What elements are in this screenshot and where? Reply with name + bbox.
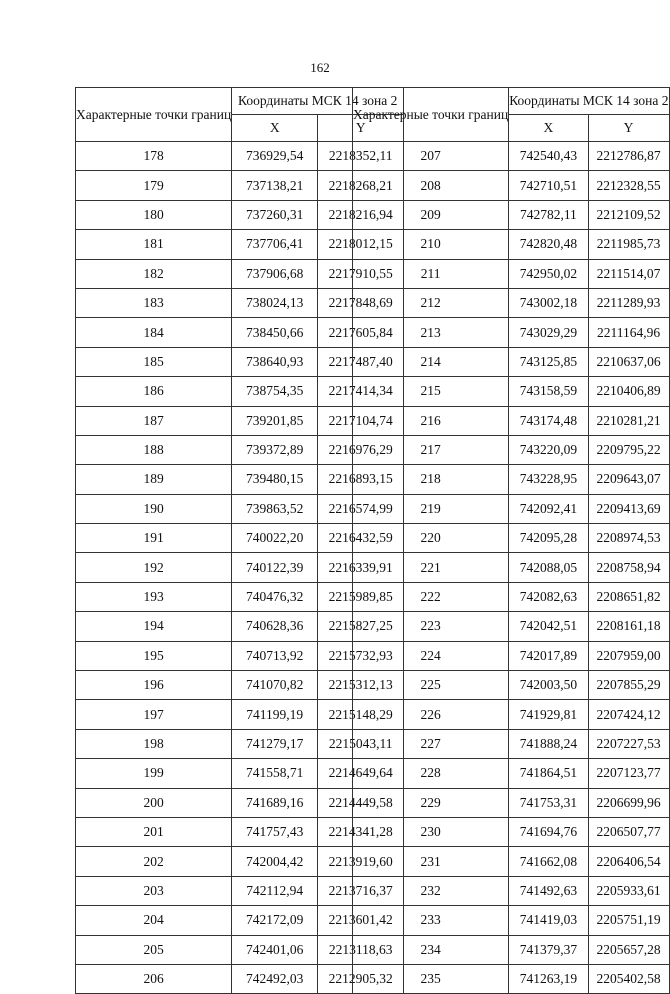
y-cell: 2218012,15 xyxy=(318,230,404,259)
point-cell: 184 xyxy=(76,318,232,347)
point-cell: 198 xyxy=(76,729,232,758)
x-cell: 743029,29 xyxy=(509,318,588,347)
point-cell: 226 xyxy=(353,700,509,729)
y-cell: 2205657,28 xyxy=(588,935,669,964)
y-cell: 2206699,96 xyxy=(588,788,669,817)
x-cell: 738450,66 xyxy=(232,318,318,347)
point-cell: 195 xyxy=(76,641,232,670)
point-cell: 217 xyxy=(353,435,509,464)
table-row xyxy=(353,524,670,553)
y-cell: 2211164,96 xyxy=(588,318,669,347)
point-cell: 185 xyxy=(76,347,232,376)
y-cell: 2213716,37 xyxy=(318,876,404,905)
point-cell: 189 xyxy=(76,465,232,494)
y-cell: 2216893,15 xyxy=(318,465,404,494)
y-cell: 2205933,61 xyxy=(588,876,669,905)
table-row xyxy=(353,906,670,935)
y-cell: 2216339,91 xyxy=(318,553,404,582)
x-cell: 741279,17 xyxy=(232,729,318,758)
point-cell: 228 xyxy=(353,759,509,788)
y-cell: 2210637,06 xyxy=(588,347,669,376)
y-cell: 2211985,73 xyxy=(588,230,669,259)
y-cell: 2207123,77 xyxy=(588,759,669,788)
x-cell: 738640,93 xyxy=(232,347,318,376)
table-row xyxy=(353,494,670,523)
point-cell: 223 xyxy=(353,612,509,641)
table-row xyxy=(353,171,670,200)
point-cell: 212 xyxy=(353,288,509,317)
x-column-header: X xyxy=(232,115,318,142)
y-cell: 2214341,28 xyxy=(318,817,404,846)
table-row xyxy=(353,876,670,905)
point-cell: 191 xyxy=(76,524,232,553)
y-cell: 2215312,13 xyxy=(318,671,404,700)
x-cell: 739201,85 xyxy=(232,406,318,435)
point-cell: 225 xyxy=(353,671,509,700)
x-cell: 741694,76 xyxy=(509,817,588,846)
table-row xyxy=(353,671,670,700)
x-cell: 742401,06 xyxy=(232,935,318,964)
point-cell: 179 xyxy=(76,171,232,200)
point-cell: 204 xyxy=(76,906,232,935)
x-cell: 741888,24 xyxy=(509,729,588,758)
table-row xyxy=(353,700,670,729)
x-cell: 742017,89 xyxy=(509,641,588,670)
point-cell: 206 xyxy=(76,964,232,993)
table-row xyxy=(353,435,670,464)
x-cell: 738024,13 xyxy=(232,288,318,317)
point-cell: 187 xyxy=(76,406,232,435)
point-cell: 219 xyxy=(353,494,509,523)
x-cell: 743125,85 xyxy=(509,347,588,376)
point-cell: 183 xyxy=(76,288,232,317)
x-cell: 740628,36 xyxy=(232,612,318,641)
x-cell: 741379,37 xyxy=(509,935,588,964)
point-cell: 215 xyxy=(353,377,509,406)
x-cell: 742082,63 xyxy=(509,582,588,611)
x-cell: 740713,92 xyxy=(232,641,318,670)
x-cell: 741689,16 xyxy=(232,788,318,817)
x-cell: 743174,48 xyxy=(509,406,588,435)
y-cell: 2209413,69 xyxy=(588,494,669,523)
y-cell: 2207855,29 xyxy=(588,671,669,700)
y-cell: 2216574,99 xyxy=(318,494,404,523)
y-cell: 2207959,00 xyxy=(588,641,669,670)
x-cell: 742782,11 xyxy=(509,200,588,229)
x-cell: 741419,03 xyxy=(509,906,588,935)
x-cell: 741864,51 xyxy=(509,759,588,788)
y-cell: 2208974,53 xyxy=(588,524,669,553)
x-cell: 743228,95 xyxy=(509,465,588,494)
x-cell: 742112,94 xyxy=(232,876,318,905)
x-cell: 741492,63 xyxy=(509,876,588,905)
y-cell: 2207227,53 xyxy=(588,729,669,758)
point-cell: 235 xyxy=(353,964,509,993)
x-cell: 737906,68 xyxy=(232,259,318,288)
table-row xyxy=(353,259,670,288)
point-cell: 210 xyxy=(353,230,509,259)
x-cell: 741070,82 xyxy=(232,671,318,700)
x-cell: 741263,19 xyxy=(509,964,588,993)
y-cell: 2212905,32 xyxy=(318,964,404,993)
page-number: 162 xyxy=(310,60,330,75)
point-cell: 196 xyxy=(76,671,232,700)
y-cell: 2211514,07 xyxy=(588,259,669,288)
table-row xyxy=(353,347,670,376)
table-row xyxy=(353,759,670,788)
y-cell: 2217910,55 xyxy=(318,259,404,288)
x-cell: 742042,51 xyxy=(509,612,588,641)
y-cell: 2210281,21 xyxy=(588,406,669,435)
coords-system-header: Координаты МСК 14 зона 2 xyxy=(509,88,669,115)
point-cell: 193 xyxy=(76,582,232,611)
y-cell: 2207424,12 xyxy=(588,700,669,729)
point-cell: 181 xyxy=(76,230,232,259)
y-cell: 2215732,93 xyxy=(318,641,404,670)
y-cell: 2217848,69 xyxy=(318,288,404,317)
point-cell: 203 xyxy=(76,876,232,905)
point-cell: 192 xyxy=(76,553,232,582)
table-row xyxy=(353,553,670,582)
x-cell: 743002,18 xyxy=(509,288,588,317)
point-cell: 227 xyxy=(353,729,509,758)
table-row xyxy=(353,964,670,993)
y-cell: 2214649,64 xyxy=(318,759,404,788)
point-cell: 220 xyxy=(353,524,509,553)
point-cell: 188 xyxy=(76,435,232,464)
point-cell: 231 xyxy=(353,847,509,876)
point-cell: 202 xyxy=(76,847,232,876)
y-column-header: Y xyxy=(588,115,669,142)
point-cell: 182 xyxy=(76,259,232,288)
point-cell: 221 xyxy=(353,553,509,582)
point-cell: 214 xyxy=(353,347,509,376)
x-cell: 742172,09 xyxy=(232,906,318,935)
y-cell: 2205751,19 xyxy=(588,906,669,935)
x-cell: 739480,15 xyxy=(232,465,318,494)
table-row xyxy=(353,377,670,406)
point-cell: 213 xyxy=(353,318,509,347)
point-cell: 199 xyxy=(76,759,232,788)
x-cell: 743158,59 xyxy=(509,377,588,406)
table-row xyxy=(353,465,670,494)
table-row xyxy=(353,817,670,846)
table-row xyxy=(353,288,670,317)
table-row xyxy=(353,142,670,171)
y-cell: 2211289,93 xyxy=(588,288,669,317)
x-cell: 741662,08 xyxy=(509,847,588,876)
x-cell: 737706,41 xyxy=(232,230,318,259)
point-cell: 208 xyxy=(353,171,509,200)
table-row xyxy=(353,847,670,876)
y-cell: 2217487,40 xyxy=(318,347,404,376)
y-cell: 2215827,25 xyxy=(318,612,404,641)
point-cell: 232 xyxy=(353,876,509,905)
point-cell: 222 xyxy=(353,582,509,611)
point-cell: 205 xyxy=(76,935,232,964)
x-cell: 740122,39 xyxy=(232,553,318,582)
y-cell: 2213919,60 xyxy=(318,847,404,876)
y-cell: 2210406,89 xyxy=(588,377,669,406)
point-cell: 178 xyxy=(76,142,232,171)
y-cell: 2217104,74 xyxy=(318,406,404,435)
coordinates-table-right xyxy=(352,87,670,994)
point-cell: 209 xyxy=(353,200,509,229)
x-cell: 743220,09 xyxy=(509,435,588,464)
table-row xyxy=(353,788,670,817)
y-cell: 2209795,22 xyxy=(588,435,669,464)
point-cell: 186 xyxy=(76,377,232,406)
y-cell: 2208651,82 xyxy=(588,582,669,611)
x-cell: 742092,41 xyxy=(509,494,588,523)
point-cell: 190 xyxy=(76,494,232,523)
y-cell: 2215148,29 xyxy=(318,700,404,729)
y-cell: 2208758,94 xyxy=(588,553,669,582)
x-cell: 740476,32 xyxy=(232,582,318,611)
y-cell: 2217605,84 xyxy=(318,318,404,347)
x-cell: 741753,31 xyxy=(509,788,588,817)
coords-system-header: Координаты МСК 14 зона 2 xyxy=(232,88,404,115)
y-cell: 2209643,07 xyxy=(588,465,669,494)
x-column-header: X xyxy=(509,115,588,142)
point-cell: 197 xyxy=(76,700,232,729)
x-cell: 741558,71 xyxy=(232,759,318,788)
x-cell: 742088,05 xyxy=(509,553,588,582)
point-cell: 216 xyxy=(353,406,509,435)
x-cell: 742004,42 xyxy=(232,847,318,876)
y-cell: 2216432,59 xyxy=(318,524,404,553)
y-cell: 2205402,58 xyxy=(588,964,669,993)
y-cell: 2212328,55 xyxy=(588,171,669,200)
x-cell: 742820,48 xyxy=(509,230,588,259)
point-cell: 233 xyxy=(353,906,509,935)
x-cell: 741929,81 xyxy=(509,700,588,729)
point-cell: 230 xyxy=(353,817,509,846)
x-cell: 742540,43 xyxy=(509,142,588,171)
x-cell: 738754,35 xyxy=(232,377,318,406)
y-cell: 2213601,42 xyxy=(318,906,404,935)
y-cell: 2215043,11 xyxy=(318,729,404,758)
x-cell: 742003,50 xyxy=(509,671,588,700)
table-row xyxy=(353,935,670,964)
table-row xyxy=(353,612,670,641)
y-cell: 2212786,87 xyxy=(588,142,669,171)
x-cell: 742710,51 xyxy=(509,171,588,200)
y-cell: 2212109,52 xyxy=(588,200,669,229)
y-cell: 2216976,29 xyxy=(318,435,404,464)
point-cell: 207 xyxy=(353,142,509,171)
table-row xyxy=(353,641,670,670)
y-cell: 2215989,85 xyxy=(318,582,404,611)
x-cell: 739863,52 xyxy=(232,494,318,523)
table-row xyxy=(353,582,670,611)
table-row xyxy=(353,406,670,435)
x-cell: 737138,21 xyxy=(232,171,318,200)
points-column-header: Характерные точки границ xyxy=(76,88,232,142)
x-cell: 736929,54 xyxy=(232,142,318,171)
y-cell: 2218352,11 xyxy=(318,142,404,171)
point-cell: 194 xyxy=(76,612,232,641)
point-cell: 224 xyxy=(353,641,509,670)
x-cell: 740022,20 xyxy=(232,524,318,553)
x-cell: 742492,03 xyxy=(232,964,318,993)
x-cell: 737260,31 xyxy=(232,200,318,229)
point-cell: 211 xyxy=(353,259,509,288)
x-cell: 739372,89 xyxy=(232,435,318,464)
point-cell: 234 xyxy=(353,935,509,964)
table-row xyxy=(353,729,670,758)
y-cell: 2218216,94 xyxy=(318,200,404,229)
y-cell: 2206406,54 xyxy=(588,847,669,876)
point-cell: 218 xyxy=(353,465,509,494)
x-cell: 742950,02 xyxy=(509,259,588,288)
points-column-header: Характерные точки границ xyxy=(353,88,509,142)
x-cell: 742095,28 xyxy=(509,524,588,553)
y-cell: 2208161,18 xyxy=(588,612,669,641)
y-cell: 2214449,58 xyxy=(318,788,404,817)
table-row xyxy=(353,318,670,347)
y-cell: 2218268,21 xyxy=(318,171,404,200)
table-row xyxy=(353,200,670,229)
point-cell: 229 xyxy=(353,788,509,817)
point-cell: 200 xyxy=(76,788,232,817)
y-column-header: Y xyxy=(318,115,404,142)
point-cell: 201 xyxy=(76,817,232,846)
y-cell: 2206507,77 xyxy=(588,817,669,846)
y-cell: 2213118,63 xyxy=(318,935,404,964)
point-cell: 180 xyxy=(76,200,232,229)
x-cell: 741757,43 xyxy=(232,817,318,846)
y-cell: 2217414,34 xyxy=(318,377,404,406)
table-row xyxy=(353,230,670,259)
x-cell: 741199,19 xyxy=(232,700,318,729)
